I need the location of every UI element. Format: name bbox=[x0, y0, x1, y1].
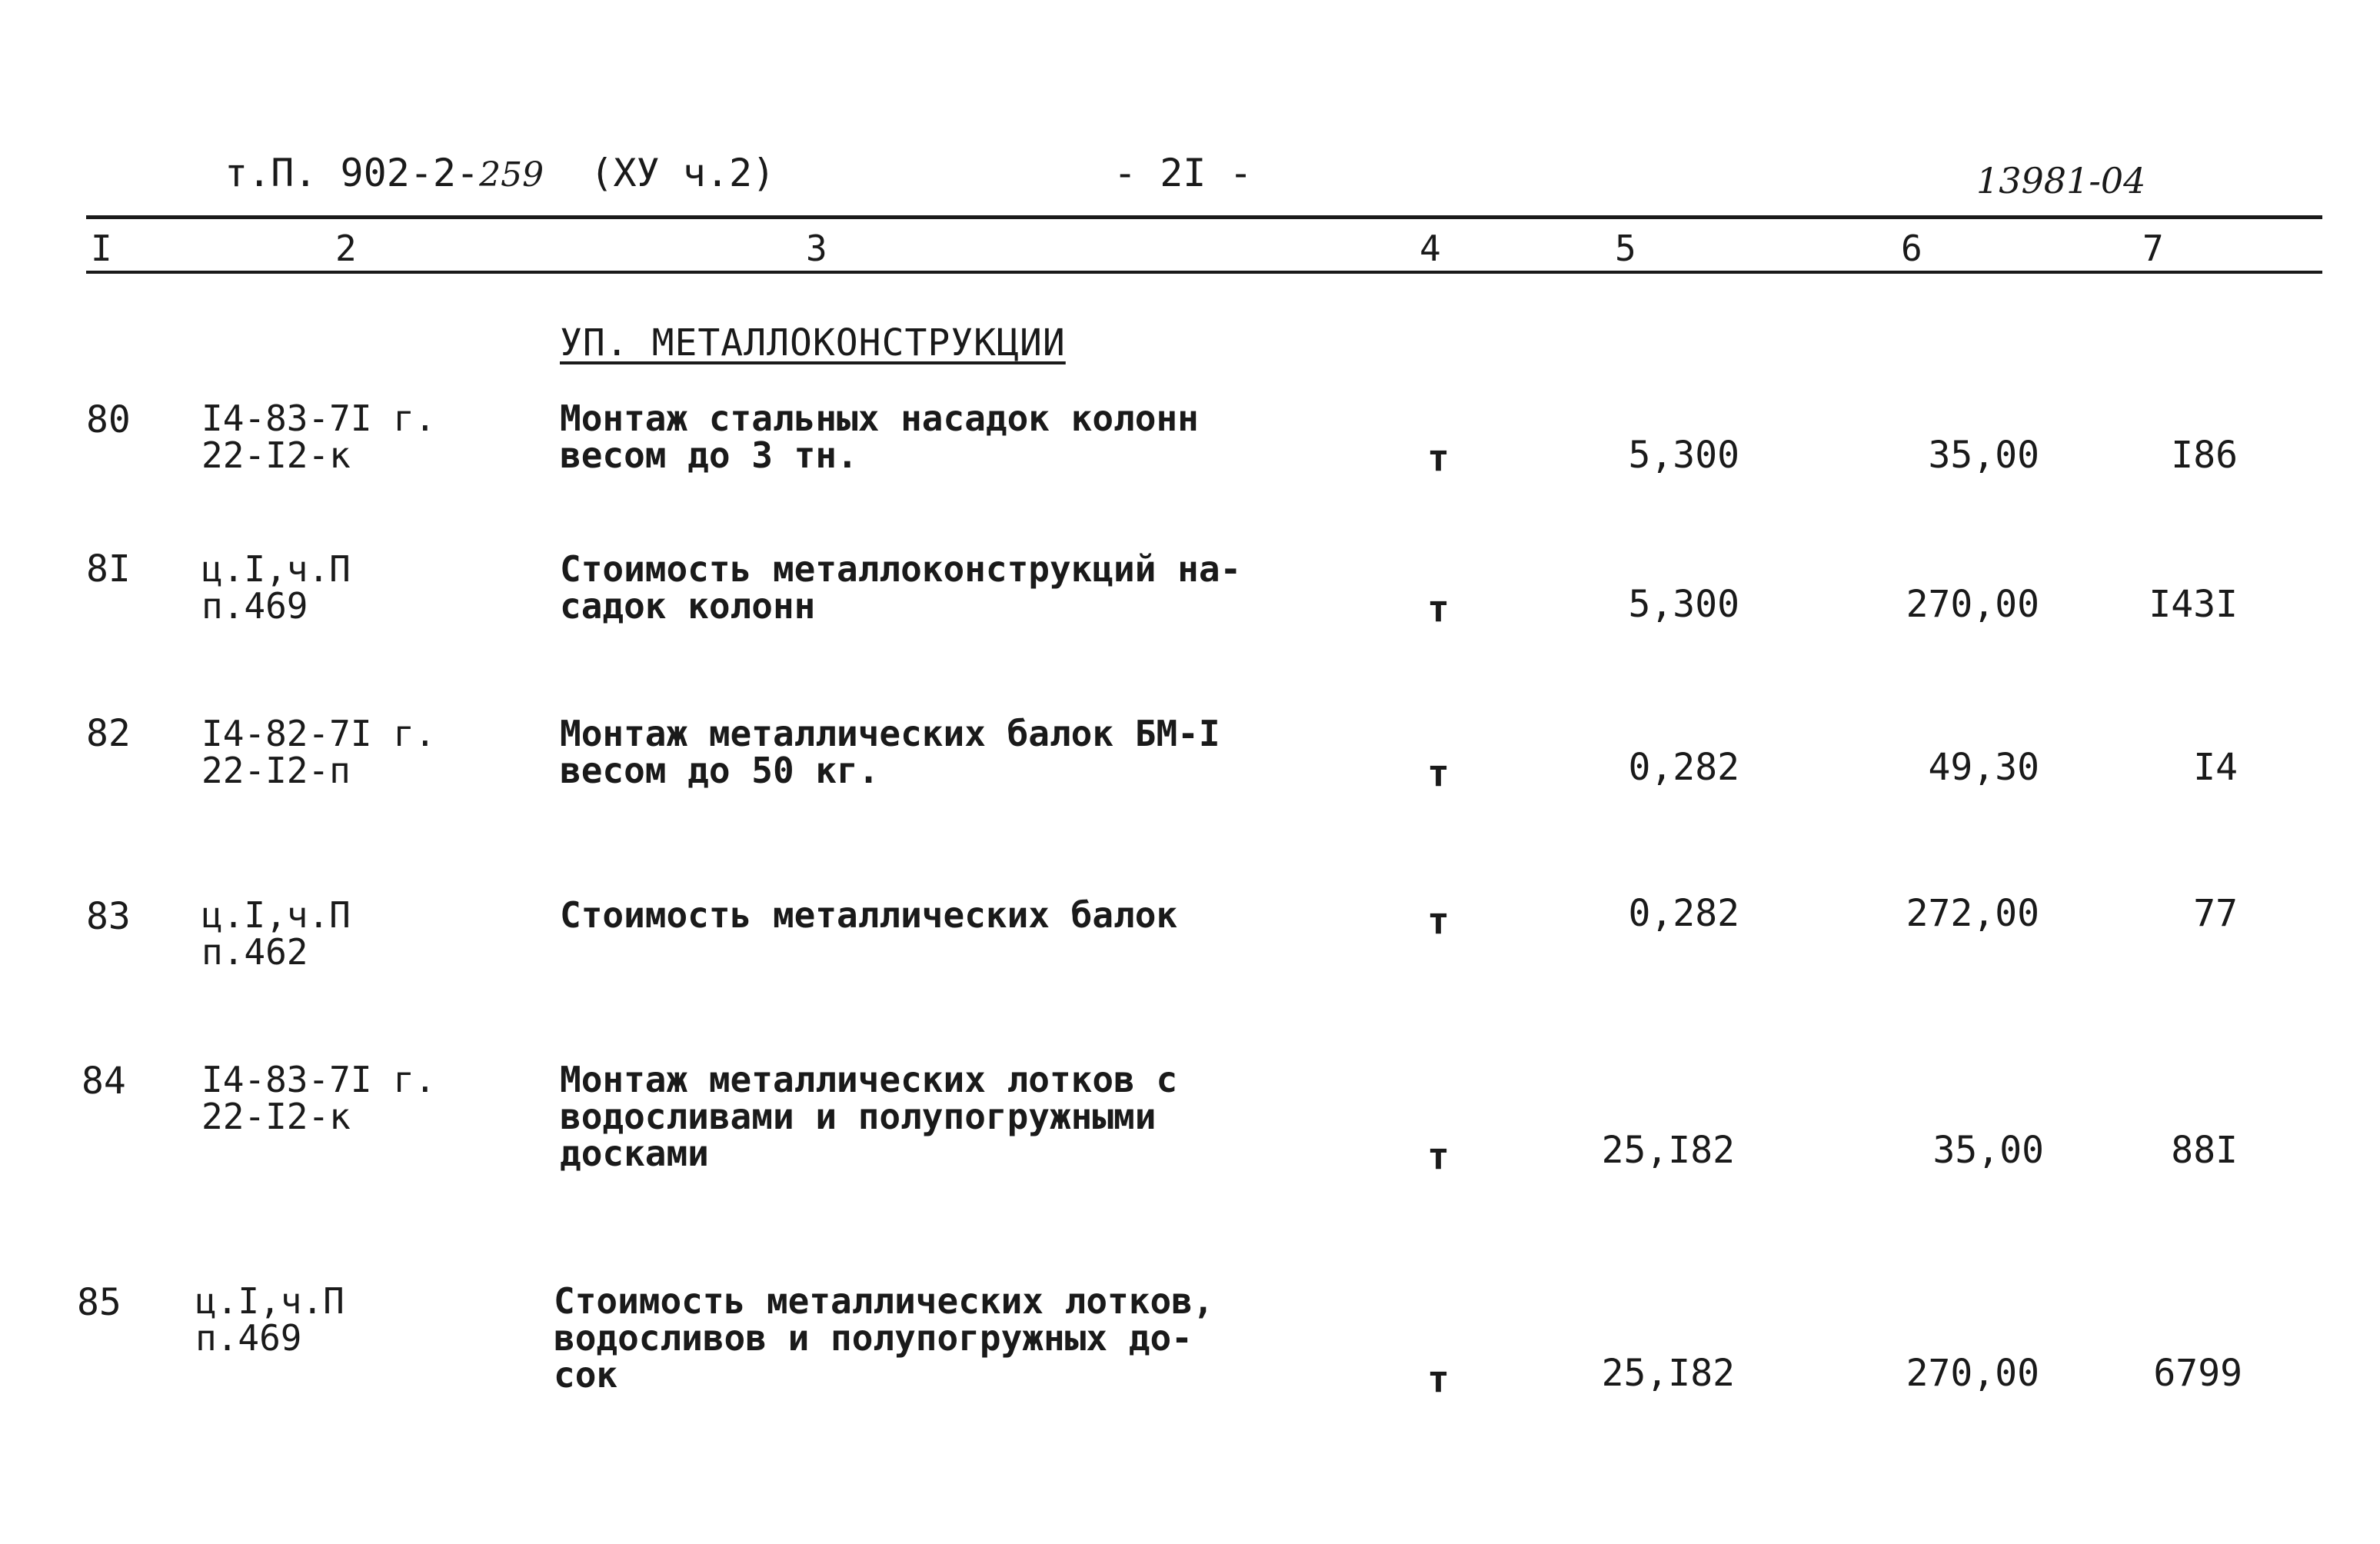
column-number: 2 bbox=[335, 228, 357, 269]
row-description-line: весом до 3 тн. bbox=[560, 434, 858, 476]
row-number: 80 bbox=[86, 398, 131, 441]
row-code-line: I4-83-7I г. bbox=[201, 398, 436, 439]
row-description bbox=[560, 548, 1242, 627]
row-total: I4 bbox=[2193, 746, 2238, 789]
row-description bbox=[560, 715, 1220, 789]
row-description-line: сок bbox=[554, 1354, 618, 1396]
row-price: 35,00 bbox=[1932, 1129, 2044, 1172]
row-unit: т bbox=[1427, 752, 1450, 795]
row-code bbox=[201, 1061, 436, 1135]
row-code-line: п.469 bbox=[201, 585, 308, 627]
row-code-line: ц.I,ч.П bbox=[201, 548, 351, 590]
row-description-line: Монтаж металлических лотков с bbox=[560, 1059, 1178, 1100]
row-description-line: Монтаж металлических балок БМ-I bbox=[560, 713, 1220, 754]
row-code-line: п.462 bbox=[201, 931, 308, 973]
row-code bbox=[201, 894, 351, 973]
column-number: I bbox=[91, 228, 112, 269]
row-description-line: Стоимость металлических балок bbox=[560, 894, 1178, 936]
stamp-number: 13981-04 bbox=[1976, 160, 2146, 201]
row-total: I43I bbox=[2149, 583, 2238, 626]
row-description-line: Стоимость металлических лотков, bbox=[554, 1280, 1214, 1322]
row-code bbox=[195, 1280, 345, 1359]
row-number: 83 bbox=[86, 895, 131, 938]
row-quantity: 0,282 bbox=[1628, 746, 1739, 789]
page-number: - 2I - bbox=[1113, 151, 1253, 195]
row-code-line: 22-I2-к bbox=[201, 1096, 351, 1137]
column-number: 5 bbox=[1615, 228, 1636, 269]
row-unit: т bbox=[1427, 587, 1450, 631]
row-unit: т bbox=[1427, 1358, 1450, 1401]
row-quantity: 5,300 bbox=[1628, 583, 1739, 626]
row-description bbox=[560, 894, 1178, 936]
row-price: 270,00 bbox=[1906, 583, 2039, 626]
row-code bbox=[201, 715, 436, 789]
row-number: 8I bbox=[86, 547, 131, 591]
row-code-line: I4-83-7I г. bbox=[201, 1059, 436, 1100]
row-description bbox=[560, 400, 1199, 474]
row-code-line: ц.I,ч.П bbox=[201, 894, 351, 936]
row-price: 272,00 bbox=[1906, 892, 2039, 935]
row-number: 82 bbox=[86, 712, 131, 755]
row-price: 49,30 bbox=[1928, 746, 2039, 789]
row-number: 85 bbox=[77, 1281, 121, 1324]
row-code bbox=[201, 548, 351, 627]
row-unit: т bbox=[1427, 1135, 1450, 1178]
row-quantity: 25,I82 bbox=[1601, 1129, 1735, 1172]
row-code-line: 22-I2-п bbox=[201, 750, 351, 791]
doc-reference-suffix: (ХУ ч.2) bbox=[590, 151, 776, 195]
doc-reference bbox=[225, 151, 775, 195]
column-number: 7 bbox=[2142, 228, 2164, 269]
row-description-line: Стоимость металлоконструкций на- bbox=[560, 548, 1242, 590]
row-code-line: I4-82-7I г. bbox=[201, 713, 436, 754]
row-description-line: водосливами и полупогружными bbox=[560, 1096, 1157, 1137]
row-description-line: Монтаж стальных насадок колонн bbox=[560, 398, 1199, 439]
row-number: 84 bbox=[82, 1060, 126, 1103]
row-description-line: водосливов и полупогружных до- bbox=[554, 1317, 1193, 1359]
row-description bbox=[554, 1280, 1214, 1396]
row-code-line: 22-I2-к bbox=[201, 434, 351, 476]
row-code-line: п.469 bbox=[195, 1317, 302, 1359]
row-total: 6799 bbox=[2153, 1352, 2242, 1395]
column-number: 4 bbox=[1420, 228, 1441, 269]
row-price: 35,00 bbox=[1928, 434, 2039, 477]
row-total: I86 bbox=[2171, 434, 2238, 477]
doc-reference-handwritten: 259 bbox=[479, 155, 544, 195]
doc-reference-prefix: т.П. 902-2- bbox=[225, 151, 480, 195]
row-total: 88I bbox=[2171, 1129, 2238, 1172]
column-number: 3 bbox=[806, 228, 827, 269]
row-unit: т bbox=[1427, 900, 1450, 943]
row-description bbox=[560, 1061, 1177, 1172]
header-rule-top bbox=[86, 215, 2322, 219]
section-title: УП. МЕТАЛЛОКОНСТРУКЦИИ bbox=[560, 321, 1066, 364]
column-number: 6 bbox=[1901, 228, 1922, 269]
row-code-line: ц.I,ч.П bbox=[195, 1280, 345, 1322]
header-rule-bottom bbox=[86, 271, 2322, 274]
row-code bbox=[201, 400, 436, 474]
row-description-line: садок колонн bbox=[560, 585, 816, 627]
row-total: 77 bbox=[2193, 892, 2238, 935]
row-quantity: 0,282 bbox=[1628, 892, 1739, 935]
row-description-line: досками bbox=[560, 1133, 709, 1174]
row-price: 270,00 bbox=[1906, 1352, 2039, 1395]
row-unit: т bbox=[1427, 437, 1450, 480]
row-quantity: 25,I82 bbox=[1601, 1352, 1735, 1395]
row-quantity: 5,300 bbox=[1628, 434, 1739, 477]
row-description-line: весом до 50 кг. bbox=[560, 750, 880, 791]
